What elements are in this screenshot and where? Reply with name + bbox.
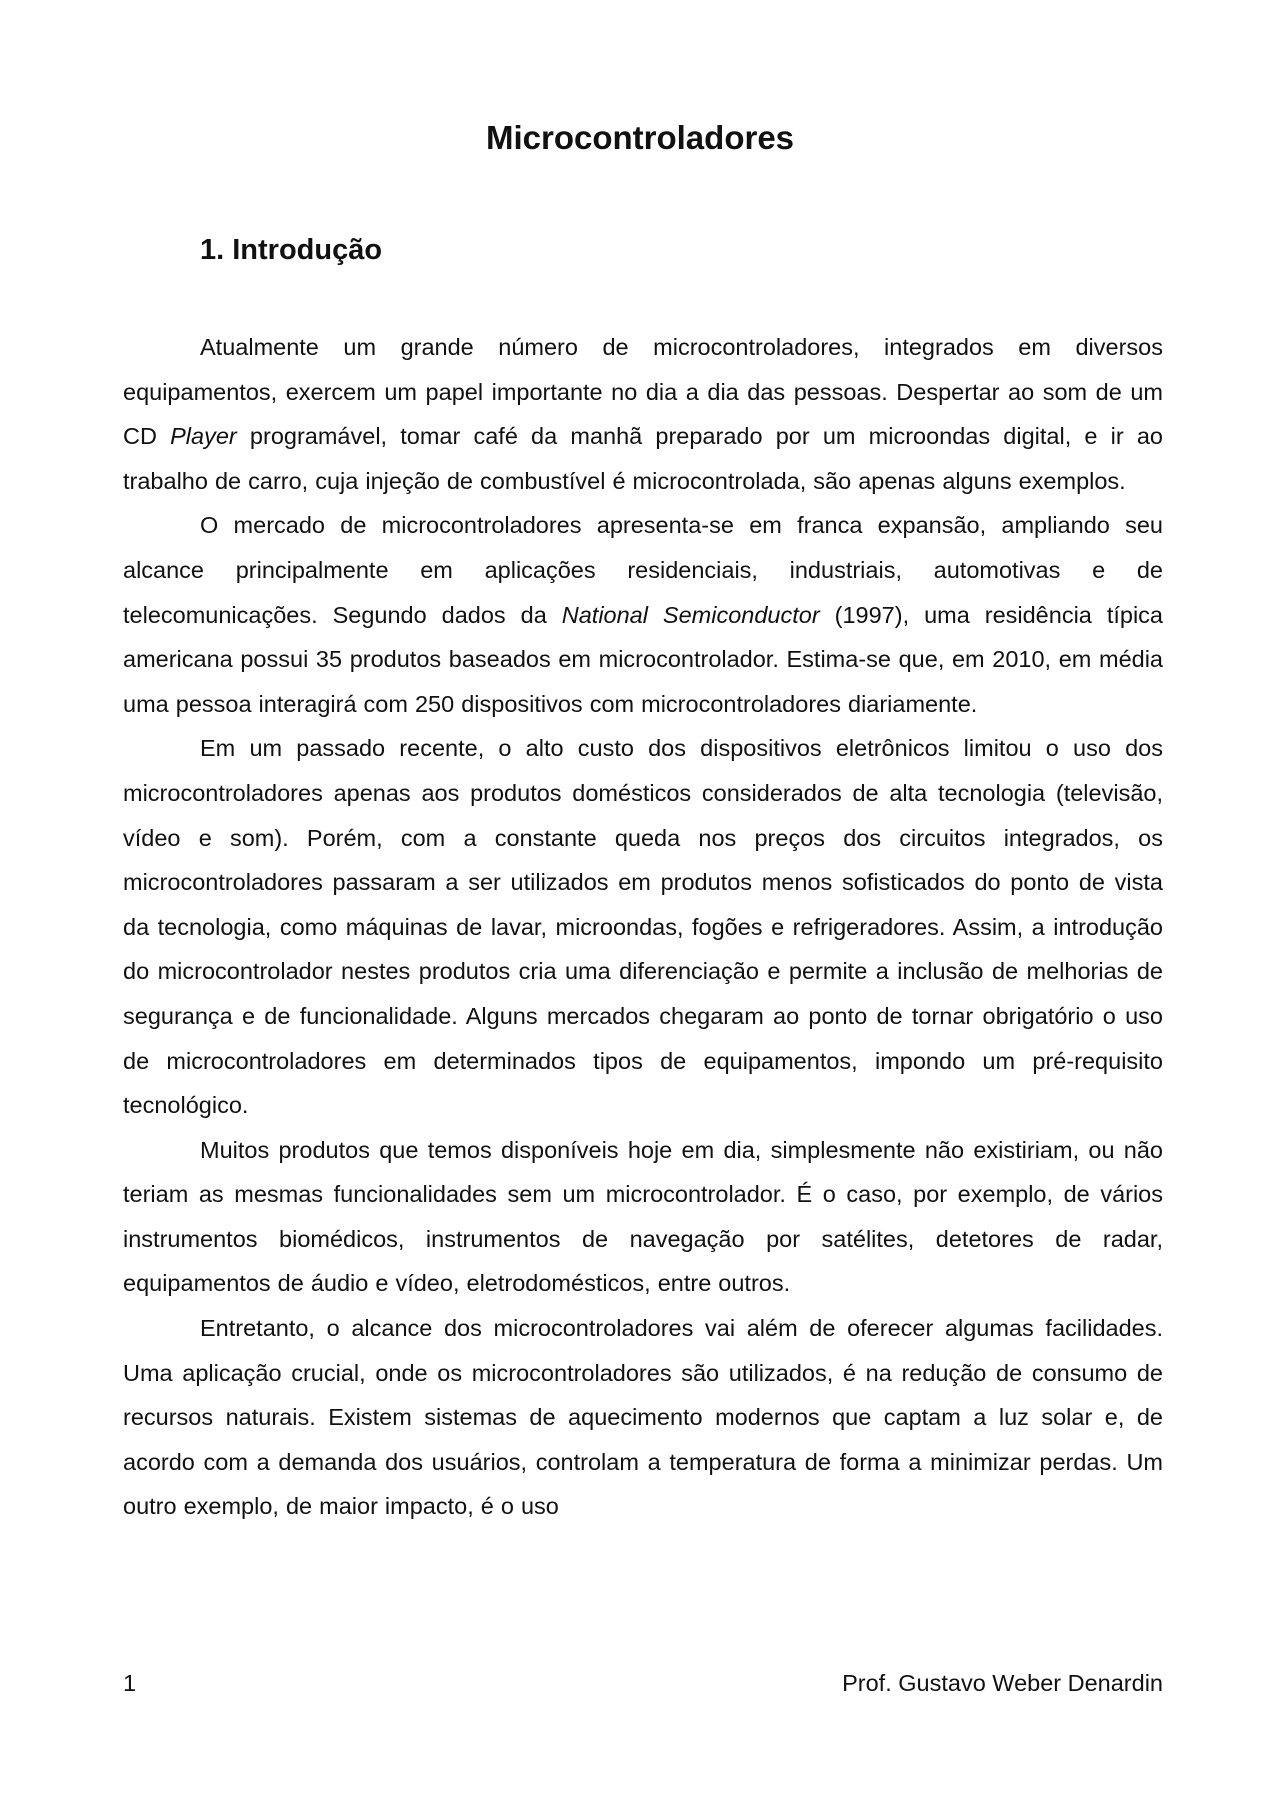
- paragraph-3: [123, 726, 1163, 1127]
- paragraph-text: programável, tomar café da manhã preparado por um microondas digital, e ir ao trabalho de carro, cuja injeção de combustível é microcontrolada, são apenas alguns exemplos.: [123, 423, 1163, 494]
- paragraph-text: O mercado de microcontroladores apresenta-se em franca expansão, ampliando seu alcance principalmente em aplicações residenciais, industriais, automotivas e de telecomunicações. Segundo dados da: [123, 512, 1163, 628]
- paragraph-1: [123, 325, 1163, 503]
- paragraph-4: [123, 1128, 1163, 1306]
- body-text: [123, 325, 1163, 1529]
- paragraph-text: (1997), uma residência típica americana possui 35 produtos baseados em microcontrolador. Estima-se que, em 2010, em média uma pessoa interagirá com 250 dispositivos com microcontroladores diariamente.: [123, 601, 1163, 717]
- paragraph-text: Entretanto, o alcance dos microcontroladores vai além de oferecer algumas facilidades. Uma aplicação crucial, onde os microcontroladores são utilizados, é na redução de consumo de recursos naturais. Existem sistemas de aquecimento modernos que captam a luz solar e, de acordo com a demanda dos usuários, controlam a temperatura de forma a minimizar perdas. Um outro exemplo, de maior impacto, é o uso: [123, 1315, 1163, 1520]
- paragraph-2: [123, 503, 1163, 726]
- footer-author: Prof. Gustavo Weber Denardin: [842, 1670, 1163, 1696]
- paragraph-text: Em um passado recente, o alto custo dos dispositivos eletrônicos limitou o uso dos microcontroladores apenas aos produtos domésticos considerados de alta tecnologia (televisão, vídeo e som). Porém, com a constante queda nos preços dos circuitos integrados, os microcontroladores passaram a ser utilizados em produtos menos sofisticados do ponto de vista da tecnologia, como máquinas de lavar, microondas, fogões e refrigeradores. Assim, a introdução do microcontrolador nestes produtos cria uma diferenciação e permite a inclusão de melhorias de segurança e de funcionalidade. Alguns mercados chegaram ao ponto de tornar obrigatório o uso de microcontroladores em determinados tipos de equipamentos, impondo um pré-requisito tecnológico.: [123, 735, 1163, 1119]
- paragraph-italic-term: Player: [170, 423, 237, 450]
- paragraph-text: Atualmente um grande número de microcontroladores, integrados em diversos equipamentos, exercem um papel importante no dia a dia das pessoas. Despertar ao som de um CD: [123, 334, 1163, 450]
- section-heading-introducao: 1. Introdução: [200, 234, 383, 266]
- document-title: Microcontroladores: [485, 119, 795, 156]
- page-footer: [123, 1668, 1163, 1698]
- paragraph-italic-term: National Semiconductor: [561, 601, 820, 628]
- page-number: 1: [123, 1670, 137, 1696]
- paragraph-text: Muitos produtos que temos disponíveis hoje em dia, simplesmente não existiriam, ou não teriam as mesmas funcionalidades sem um microcontrolador. É o caso, por exemplo, de vários instrumentos biomédicos, instrumentos de navegação por satélites, detetores de radar, equipamentos de áudio e vídeo, eletrodomésticos, entre outros.: [123, 1136, 1163, 1297]
- paragraph-5: [123, 1306, 1163, 1529]
